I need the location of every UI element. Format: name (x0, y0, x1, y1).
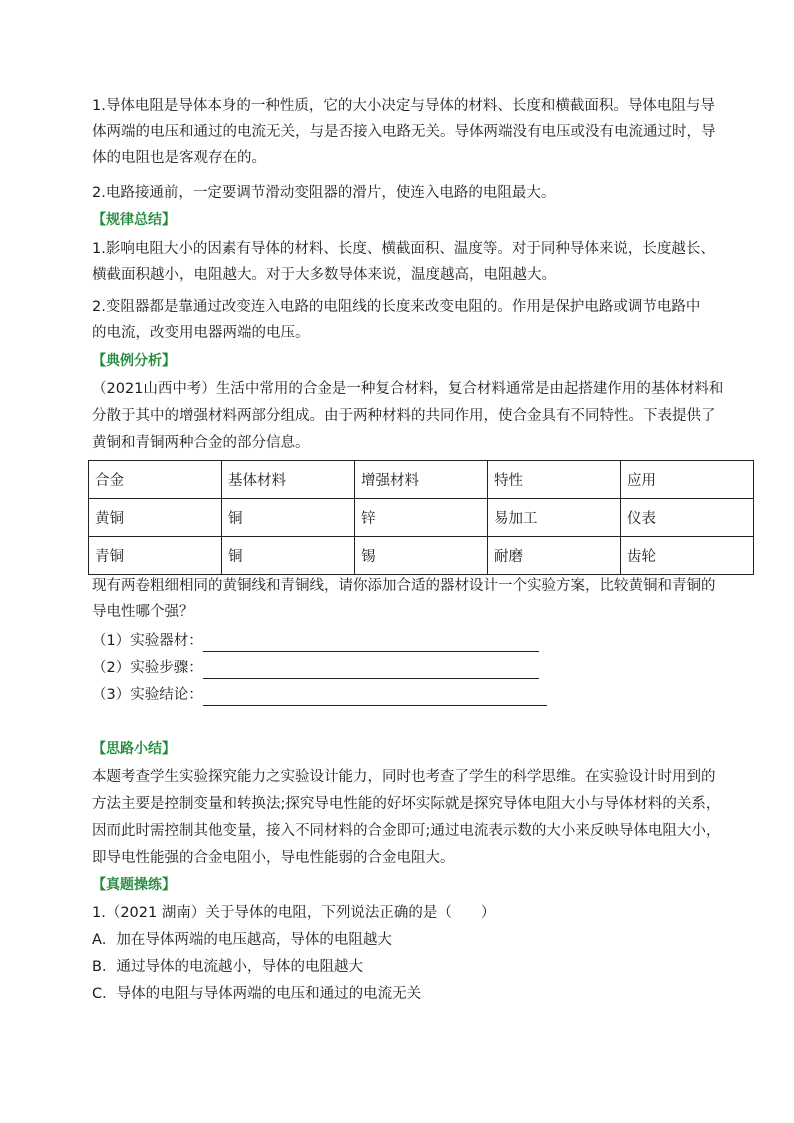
table-header-row (89, 461, 754, 499)
blank-equipment (92, 630, 539, 652)
table-header-cell: 基体材料 (222, 461, 355, 499)
table-row (89, 499, 754, 537)
summary-line-3: 因而此时需控制其他变量，接入不同材料的合金即可;通过电流表示数的大小来反映导体电阻大小， (92, 823, 721, 839)
practice-heading: 【真题操练】 (92, 877, 176, 893)
alloy-info-table (88, 460, 754, 575)
example-intro-line-1: （2021山西中考）生活中常用的合金是一种复合材料，复合材料通常是由起搭建作用的基体材料和 (92, 381, 724, 397)
table-cell: 青铜 (89, 537, 222, 575)
rule-summary-heading: 【规律总结】 (92, 212, 176, 228)
table-cell: 锌 (355, 499, 488, 537)
summary-line-4: 即导电性能强的合金电阻小，导电性能弱的合金电阻大。 (92, 850, 455, 866)
rule-summary-1-line-1: 1.影响电阻大小的因素有导体的材料、长度、横截面积、温度等。对于同种导体来说，长度越长、 (92, 241, 715, 257)
table-cell: 齿轮 (621, 537, 754, 575)
blank-label: （2）实验步骤： (92, 660, 203, 676)
note-2: 2.电路接通前，一定要调节滑动变阻器的滑片，使连入电路的电阻最大。 (92, 185, 556, 201)
note-1-line-3: 体的电阻也是客观存在的。 (92, 150, 266, 166)
table-row (89, 537, 754, 575)
example-question-line-2: 导电性哪个强？ (92, 604, 194, 620)
practice-question: 1.（2021 湖南）关于导体的电阻，下列说法正确的是（ ） (92, 905, 496, 921)
example-heading: 【典例分析】 (92, 353, 176, 369)
rule-summary-2-line-2: 的电流，改变用电器两端的电压。 (92, 325, 310, 341)
table-cell: 耐磨 (488, 537, 621, 575)
note-1-line-2: 体两端的电压和通过的电流无关，与是否接入电路无关。导体两端没有电压或没有电流通过时，导 (92, 124, 716, 140)
answer-blank[interactable] (203, 635, 539, 652)
answer-blank[interactable] (203, 689, 547, 706)
blank-label: （1）实验器材： (92, 633, 203, 649)
practice-option-c: C．导体的电阻与导体两端的电压和通过的电流无关 (92, 986, 422, 1002)
summary-line-2: 方法主要是控制变量和转换法;探究导电性能的好坏实际就是探究导体电阻大小与导体材料的关系， (92, 796, 721, 812)
table-cell: 易加工 (488, 499, 621, 537)
table-cell: 仪表 (621, 499, 754, 537)
practice-option-b: B．通过导体的电流越小，导体的电阻越大 (92, 959, 363, 975)
table-header-cell: 特性 (488, 461, 621, 499)
summary-heading: 【思路小结】 (92, 741, 176, 757)
rule-summary-2-line-1: 2.变阻器都是靠通过改变连入电路的电阻线的长度来改变电阻的。作用是保护电路或调节电路中 (92, 299, 701, 315)
example-question-line-1: 现有两卷粗细相同的黄铜线和青铜线，请你添加合适的器材设计一个实验方案，比较黄铜和青铜的 (92, 578, 716, 594)
blank-conclusion (92, 684, 547, 706)
table-cell: 黄铜 (89, 499, 222, 537)
rule-summary-1-line-2: 横截面积越小，电阻越大。对于大多数导体来说，温度越高，电阻越大。 (92, 267, 556, 283)
blank-label: （3）实验结论： (92, 687, 203, 703)
example-intro-line-2: 分散于其中的增强材料两部分组成。由于两种材料的共同作用，使合金具有不同特性。下表提供了 (92, 408, 716, 424)
table-header-cell: 应用 (621, 461, 754, 499)
blank-steps (92, 657, 539, 679)
table-header-cell: 增强材料 (355, 461, 488, 499)
answer-blank[interactable] (203, 662, 539, 679)
summary-line-1: 本题考查学生实验探究能力之实验设计能力，同时也考查了学生的科学思维。在实验设计时用到的 (92, 769, 716, 785)
example-intro-line-3: 黄铜和青铜两种合金的部分信息。 (92, 435, 310, 451)
table-header-cell: 合金 (89, 461, 222, 499)
note-1-line-1: 1.导体电阻是导体本身的一种性质，它的大小决定与导体的材料、长度和横截面积。导体电阻与导 (92, 98, 715, 114)
practice-option-a: A．加在导体两端的电压越高，导体的电阻越大 (92, 932, 392, 948)
table-cell: 锡 (355, 537, 488, 575)
table-cell: 铜 (222, 537, 355, 575)
table-cell: 铜 (222, 499, 355, 537)
